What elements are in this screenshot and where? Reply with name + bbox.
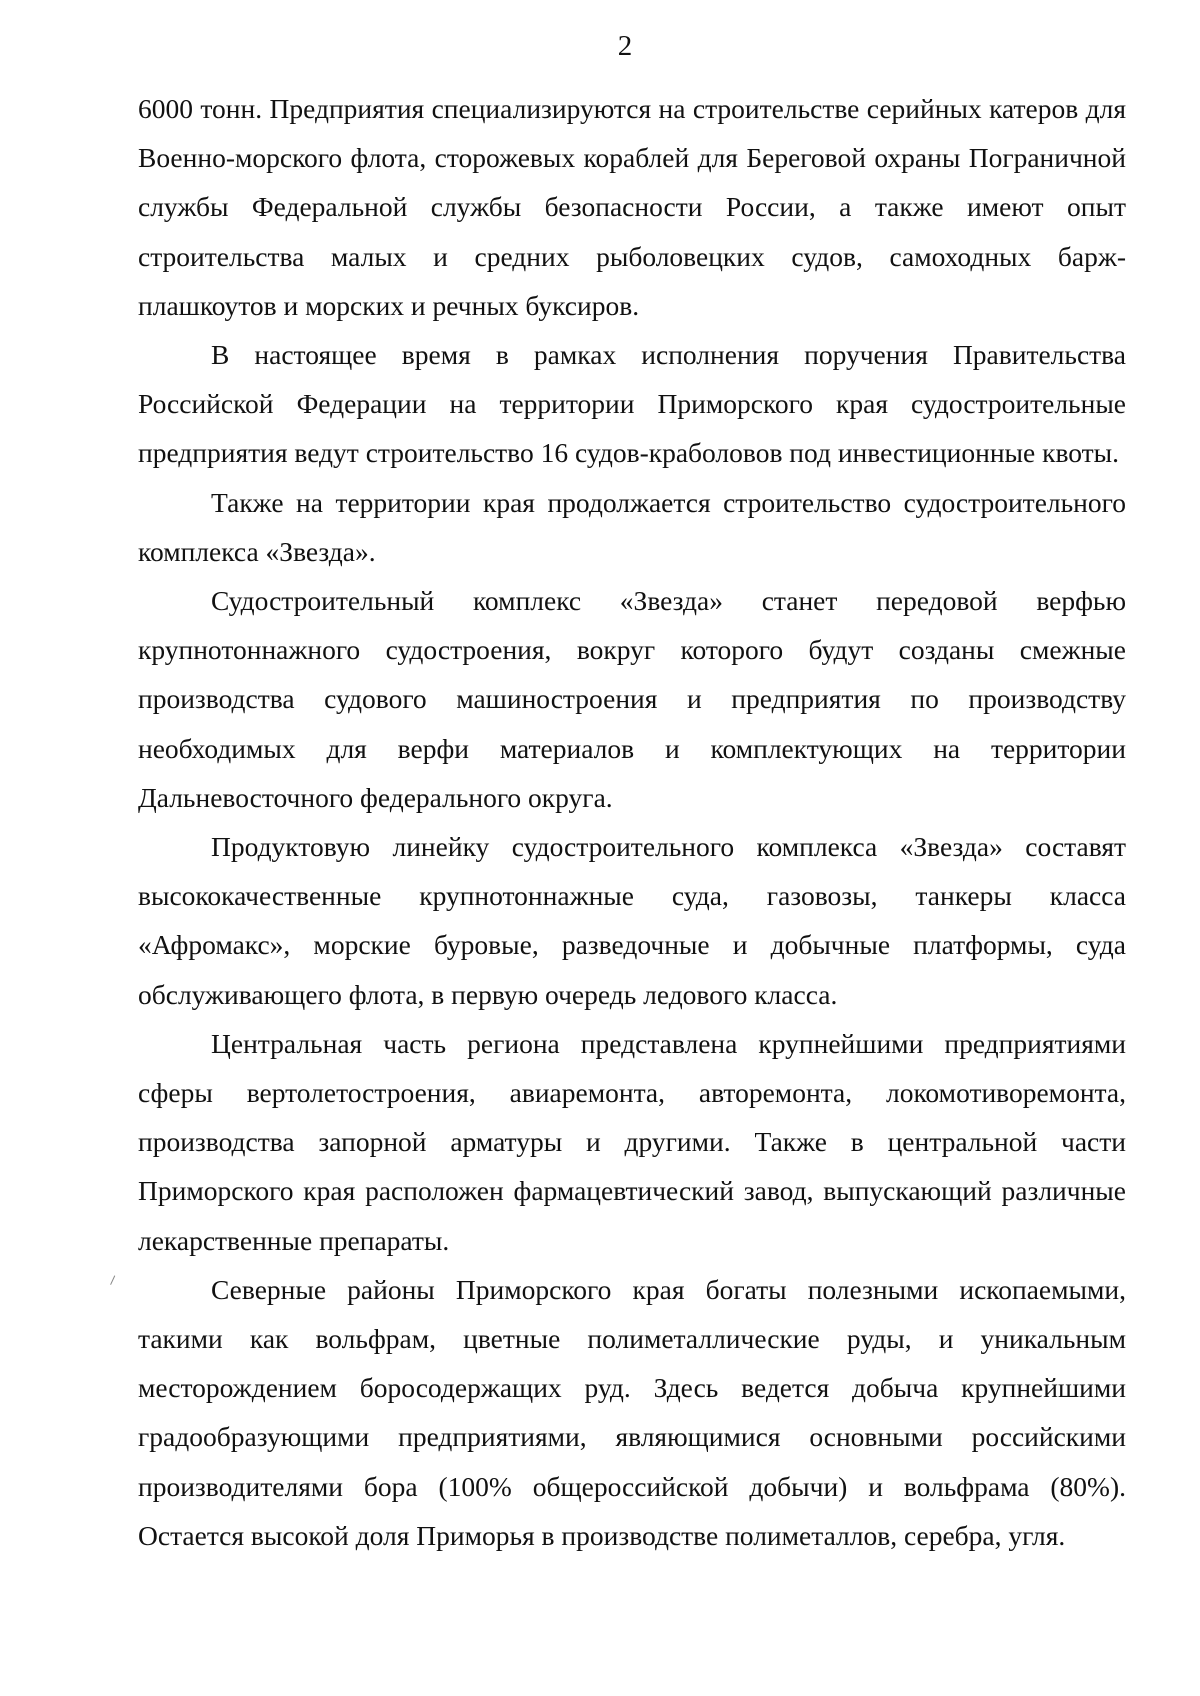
paragraph-1: 6000 тонн. Предприятия специализируются на строительстве серийных катеров для Военно-морского флота, сторожевых кораблей для Береговой охраны Пограничной службы Федеральной службы безопасности России, а также имеют опыт строительства малых и средних рыболовецких судов, самоходных барж-плашкоутов и морских и речных буксиров. — [138, 93, 1126, 321]
paragraph-5: Продуктовую линейку судостроительного комплекса «Звезда» составят высококачественные крупнотоннажные суда, газовозы, танкеры класса «Афромакс», морские буровые, разведочные и добычные платформы, суда обслуживающего флота, в первую очередь ледового класса. — [138, 831, 1126, 1010]
margin-mark — [110, 1275, 119, 1286]
paragraph-4: Судостроительный комплекс «Звезда» станет передовой верфью крупнотоннажного судостроения, вокруг которого будут созданы смежные производства судового машиностроения и предприятия по производству необходимых для верфи материалов и комплектующих на территории Дальневосточного федерального округа. — [138, 585, 1126, 813]
paragraph-3: Также на территории края продолжается строительство судостроительного комплекса «Звезда». — [138, 486, 1126, 567]
paragraph-6: Центральная часть региона представлена крупнейшими предприятиями сферы вертолетостроения, авиаремонта, авторемонта, локомотиворемонта, производства запорной арматуры и другими. Также в центральной части Приморского края расположен фармацевтический завод, выпускающий различные лекарственные препараты. — [138, 1027, 1126, 1256]
paragraph-2: В настоящее время в рамках исполнения поручения Правительства Российской Федерации на территории Приморского края судостроительные предприятия ведут строительство 16 судов-краболовов под инвестиционные квоты. — [138, 339, 1126, 469]
page-number: 2 — [617, 30, 633, 62]
document-body — [138, 84, 1126, 1560]
paragraph-7: Северные районы Приморского края богаты полезными ископаемыми, такими как вольфрам, цветные полиметаллические руды, и уникальным месторождением боросодержащих руд. Здесь ведется добыча крупнейшими градообразующими предприятиями, являющимися основными российскими производителями бора (100% общероссийской добычи) и вольфрама (80%). Остается высокой доля Приморья в производстве полиметаллов, серебра, угля. — [138, 1273, 1126, 1551]
